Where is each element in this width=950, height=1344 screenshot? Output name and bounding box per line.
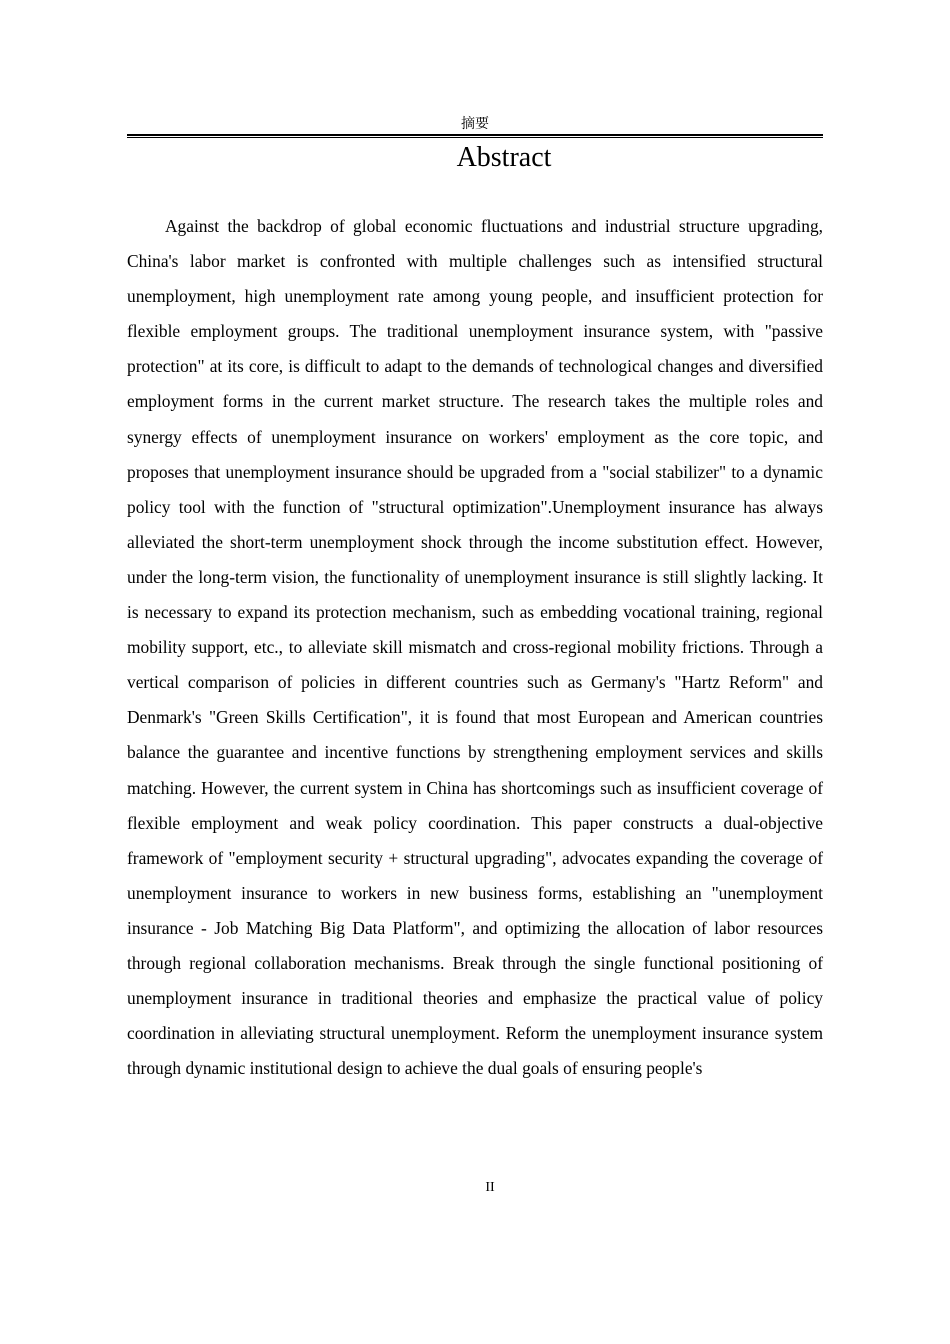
running-header: 摘要	[461, 116, 489, 132]
header-rule-thin	[127, 137, 823, 138]
page-number: II	[485, 1180, 495, 1195]
abstract-title: Abstract	[456, 142, 552, 173]
header-rule-thick	[127, 134, 823, 136]
abstract-body: Against the backdrop of global economic fluctuations and industrial structure upgrading, China's labor market is confronted with multiple challenges such as intensified structural unemployment, high unemployment rate among young people, and insufficient protection for flexible employment groups. The traditional unemployment insurance system, with "passive protection" at its core, is difficult to adapt to the demands of technological changes and diversified employment forms in the current market structure. The research takes the multiple roles and synergy effects of unemployment insurance on workers' employment as the core topic, and proposes that unemployment insurance should be upgraded from a "social stabilizer" to a dynamic policy tool with the function of "structural optimization".Unemployment insurance has always alleviated the short-term unemployment shock through the income substitution effect. However, under the long-term vision, the functionality of unemployment insurance is still slightly lacking. It is necessary to expand its protection mechanism, such as embedding vocational training, regional mobility support, etc., to alleviate skill mismatch and cross-regional mobility frictions. Through a vertical comparison of policies in different countries such as Germany's "Hartz Reform" and Denmark's "Green Skills Certification", it is found that most European and American countries balance the guarantee and incentive functions by strengthening employment services and skills matching. However, the current system in China has shortcomings such as insufficient coverage of flexible employment and weak policy coordination. This paper constructs a dual-objective framework of "employment security + structural upgrading", advocates expanding the coverage of unemployment insurance to workers in new business forms, establishing an "unemployment insurance - Job Matching Big Data Platform", and optimizing the allocation of labor resources through regional collaboration mechanisms. Break through the single functional positioning of unemployment insurance in traditional theories and emphasize the practical value of policy coordination in alleviating structural unemployment. Reform the unemployment insurance system through dynamic institutional design to achieve the dual goals of ensuring people's	[127, 216, 823, 1079]
